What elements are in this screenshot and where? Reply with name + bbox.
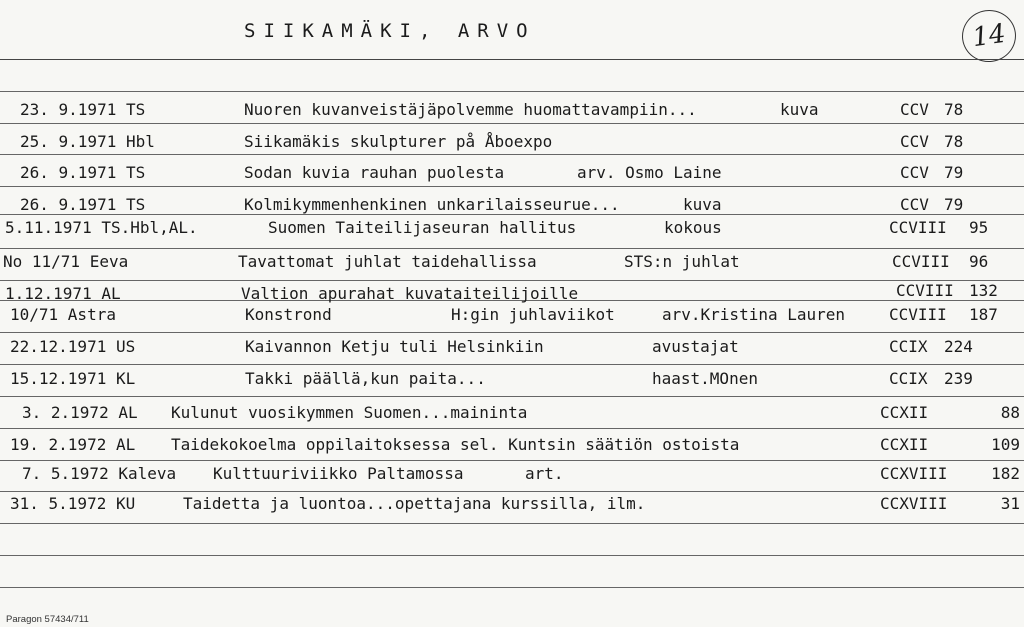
entry-page: 78 (944, 132, 964, 151)
entry-date: 7. 5.1972 Kaleva (22, 464, 177, 483)
entry-date: 19. 2.1972 AL (10, 435, 136, 454)
entry-date: 23. 9.1971 TS (20, 100, 146, 119)
entry-page: 109 (991, 435, 1020, 454)
entry-title: Kolmikymmenhenkinen unkarilaisseurue... (244, 195, 620, 214)
entry-page: 78 (944, 100, 964, 119)
rule-line (0, 59, 1024, 60)
entry-date: 15.12.1971 KL (10, 369, 136, 388)
entry-note: H:gin juhlaviikot (451, 305, 615, 324)
entry-page: 88 (1000, 403, 1020, 422)
entry-title: Kulunut vuosikymmen Suomen...maininta (171, 403, 528, 422)
entry-date: 22.12.1971 US (10, 337, 136, 356)
entry-volume: CCXVIII (880, 464, 948, 483)
entry-title: Sodan kuvia rauhan puolesta (244, 163, 505, 182)
rule-line (0, 555, 1024, 556)
entry-note: haast.MOnen (652, 369, 758, 388)
entry-volume: CCV (900, 163, 929, 182)
entry-note: STS:n juhlat (624, 252, 740, 271)
entry-note: arv. Osmo Laine (577, 163, 722, 182)
entry-title: Taidetta ja luontoa...opettajana kurssilla, ilm. (183, 494, 646, 513)
entry-date: No 11/71 Eeva (3, 252, 129, 271)
entry-volume: CCXII (880, 435, 929, 454)
rule-line (0, 491, 1024, 492)
entry-volume: CCVIII (889, 218, 947, 237)
rule-line (0, 428, 1024, 429)
entry-page: 182 (991, 464, 1020, 483)
entry-volume: CCVIII (896, 281, 954, 300)
entry-page: 187 (969, 305, 998, 324)
entry-volume: CCV (900, 132, 929, 151)
entry-volume: CCXII (880, 403, 929, 422)
entry-date: 25. 9.1971 Hbl (20, 132, 155, 151)
entry-title: Siikamäkis skulpturer på Åboexpo (244, 132, 553, 151)
rule-line (0, 248, 1024, 249)
entry-title: Valtion apurahat kuvataiteilijoille (241, 284, 579, 303)
entry-title: Kaivannon Ketju tuli Helsinkiin (245, 337, 544, 356)
printer-imprint: Paragon 57434/711 (6, 614, 89, 625)
entry-note: art. (525, 464, 564, 483)
entry-date: 5.11.1971 TS.Hbl,AL. (5, 218, 198, 237)
rule-line (0, 364, 1024, 365)
entry-page: 79 (944, 195, 964, 214)
entry-title: Konstrond (245, 305, 332, 324)
entry-volume: CCIX (889, 369, 928, 388)
rule-line (0, 280, 1024, 281)
rule-line (0, 123, 1024, 124)
entry-page: 31 (1000, 494, 1020, 513)
entry-date: 26. 9.1971 TS (20, 195, 146, 214)
entry-title: Taidekokoelma oppilaitoksessa sel. Kuntsin säätiön ostoista (171, 435, 740, 454)
entry-volume: CCV (900, 195, 929, 214)
entry-page: 79 (944, 163, 964, 182)
entry-date: 3. 2.1972 AL (22, 403, 138, 422)
card-heading: SIIKAMÄKI, ARVO (244, 20, 536, 42)
entry-date: 31. 5.1972 KU (10, 494, 136, 513)
entry-title: Kulttuuriviikko Paltamossa (213, 464, 464, 483)
rule-line (0, 523, 1024, 524)
card-number: 14 (959, 6, 1020, 65)
rule-line (0, 587, 1024, 588)
entry-volume: CCVIII (892, 252, 950, 271)
entry-date: 10/71 Astra (10, 305, 116, 324)
entry-note: kuva (683, 195, 722, 214)
entry-date: 26. 9.1971 TS (20, 163, 146, 182)
rule-line (0, 396, 1024, 397)
entry-page: 95 (969, 218, 989, 237)
entry-title: Tavattomat juhlat taidehallissa (238, 252, 537, 271)
entry-title: Takki päällä,kun paita... (245, 369, 486, 388)
entry-page: 96 (969, 252, 989, 271)
rule-line (0, 91, 1024, 92)
entry-date: 1.12.1971 AL (5, 284, 121, 303)
entry-volume: CCV (900, 100, 929, 119)
rule-line (0, 332, 1024, 333)
entry-note: arv.Kristina Lauren (662, 305, 846, 324)
rule-line (0, 186, 1024, 187)
entry-title: Suomen Taiteilijaseuran hallitus (268, 218, 577, 237)
entry-page: 224 (944, 337, 973, 356)
rule-line (0, 154, 1024, 155)
entry-page: 132 (969, 281, 998, 300)
entry-note: kuva (780, 100, 819, 119)
entry-note: kokous (664, 218, 722, 237)
entry-title: Nuoren kuvanveistäjäpolvemme huomattavampiin... (244, 100, 697, 119)
entry-page: 239 (944, 369, 973, 388)
entry-note: avustajat (652, 337, 739, 356)
rule-line (0, 214, 1024, 215)
entry-volume: CCIX (889, 337, 928, 356)
entry-volume: CCXVIII (880, 494, 948, 513)
rule-line (0, 460, 1024, 461)
entry-volume: CCVIII (889, 305, 947, 324)
